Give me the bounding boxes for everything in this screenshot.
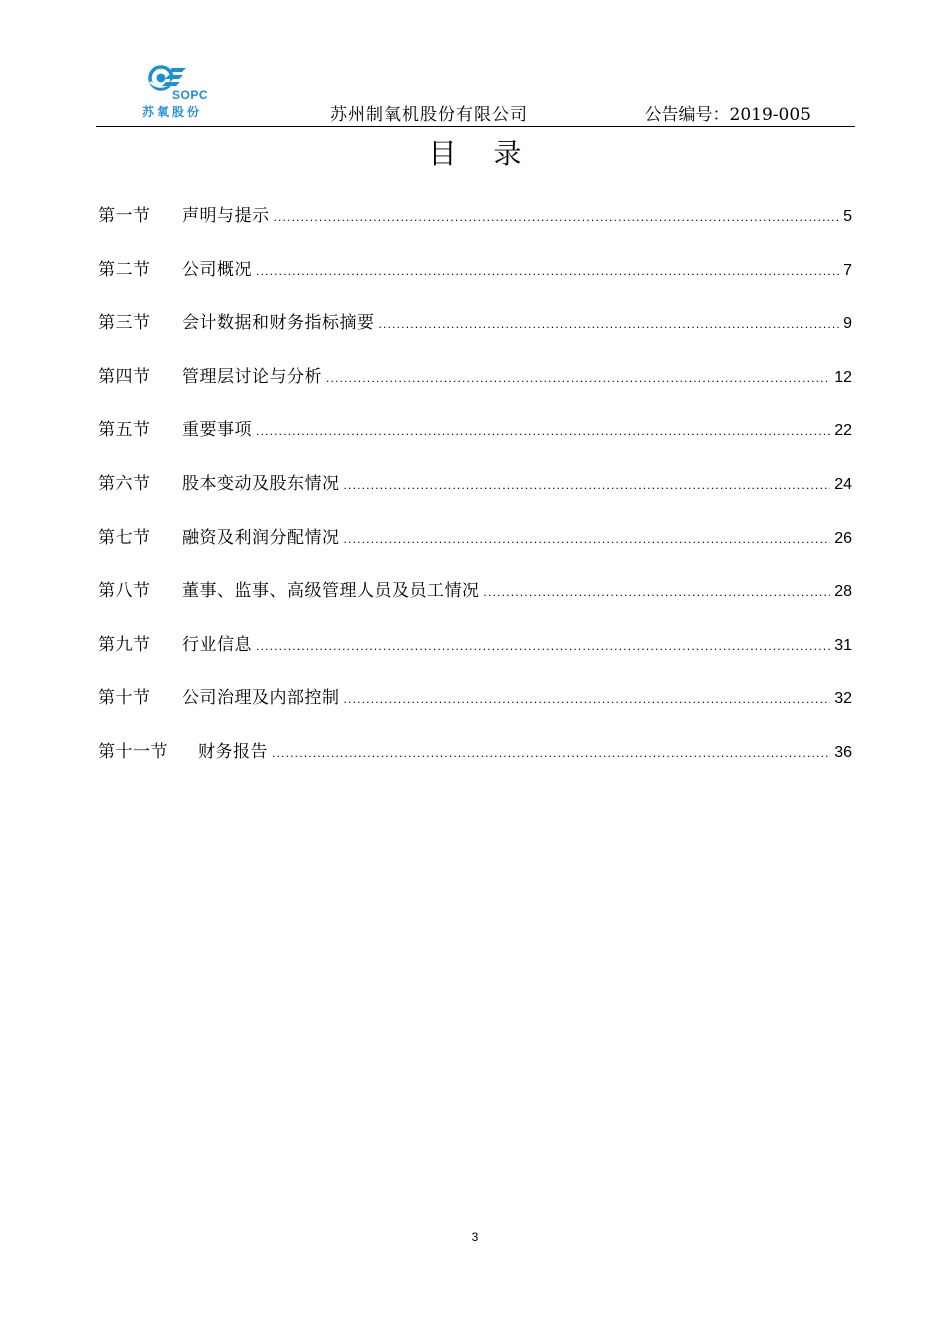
notice-number: 公告编号：2019-005 [644, 105, 811, 125]
toc-title-text: 会计数据和财务指标摘要 [182, 313, 375, 334]
toc-title-text: 公司概况 [182, 259, 252, 280]
toc-section: 第十一节 [98, 741, 168, 762]
toc-page: 24 [834, 475, 852, 493]
toc-page: 31 [834, 636, 852, 654]
toc-leader [379, 317, 840, 331]
toc-title-text: 声明与提示 [182, 206, 270, 226]
toc-section: 第十节 [98, 688, 151, 709]
toc-section: 第八节 [98, 581, 151, 602]
toc-entry[interactable] [98, 362, 852, 416]
toc-page: 26 [834, 529, 852, 547]
toc-entry[interactable] [98, 737, 852, 791]
toc-title-text: 管理层讨论与分析 [182, 366, 322, 387]
toc-page: 22 [834, 422, 852, 440]
toc-leader [274, 210, 840, 224]
toc-page: 28 [834, 583, 852, 601]
toc-title-text: 公司治理及内部控制 [182, 688, 340, 709]
toc-entry[interactable] [98, 523, 852, 577]
toc-entry[interactable] [98, 201, 852, 255]
company-name: 苏州制氧机股份有限公司 [330, 105, 528, 125]
logo-text-cn: 苏氧股份 [142, 105, 203, 119]
toc-leader [272, 746, 830, 760]
toc-page: 12 [834, 368, 852, 386]
toc-entry[interactable] [98, 415, 852, 469]
toc-entry[interactable] [98, 308, 852, 362]
toc-leader [256, 424, 830, 438]
toc-section: 第三节 [98, 313, 151, 334]
toc-section: 第五节 [98, 420, 151, 441]
toc-leader [326, 371, 830, 385]
toc-entry[interactable] [98, 469, 852, 523]
toc-leader [256, 264, 839, 278]
toc-leader [344, 532, 831, 546]
toc-page: 5 [843, 208, 852, 225]
toc-leader [344, 692, 831, 706]
toc-title-text: 财务报告 [198, 741, 268, 762]
toc-entry[interactable] [98, 630, 852, 684]
company-logo [138, 62, 214, 122]
toc-title-text: 融资及利润分配情况 [182, 527, 340, 548]
toc-title-text: 股本变动及股东情况 [182, 473, 340, 494]
toc-page: 9 [843, 315, 852, 333]
toc-leader [344, 478, 831, 492]
page-number: 3 [471, 1230, 479, 1244]
toc-entry[interactable] [98, 255, 852, 309]
toc-page: 7 [843, 261, 852, 279]
toc-leader [484, 585, 831, 599]
table-of-contents [98, 201, 852, 791]
toc-leader [256, 639, 830, 653]
toc-title-text: 重要事项 [182, 420, 252, 441]
toc-title-text: 行业信息 [182, 634, 252, 655]
toc-section: 第四节 [98, 366, 151, 387]
toc-entry[interactable] [98, 576, 852, 630]
toc-section: 第七节 [98, 527, 151, 548]
toc-page: 36 [834, 743, 852, 761]
toc-section: 第一节 [98, 206, 151, 226]
logo-text-en: SOPC [172, 88, 209, 102]
toc-title: 目 录 [428, 137, 536, 170]
page-header [96, 62, 855, 127]
toc-page: 32 [834, 690, 852, 708]
toc-section: 第九节 [98, 634, 151, 655]
toc-entry[interactable] [98, 683, 852, 737]
toc-title-text: 董事、监事、高级管理人员及员工情况 [182, 581, 480, 602]
toc-section: 第六节 [98, 473, 151, 494]
toc-section: 第二节 [98, 259, 151, 280]
